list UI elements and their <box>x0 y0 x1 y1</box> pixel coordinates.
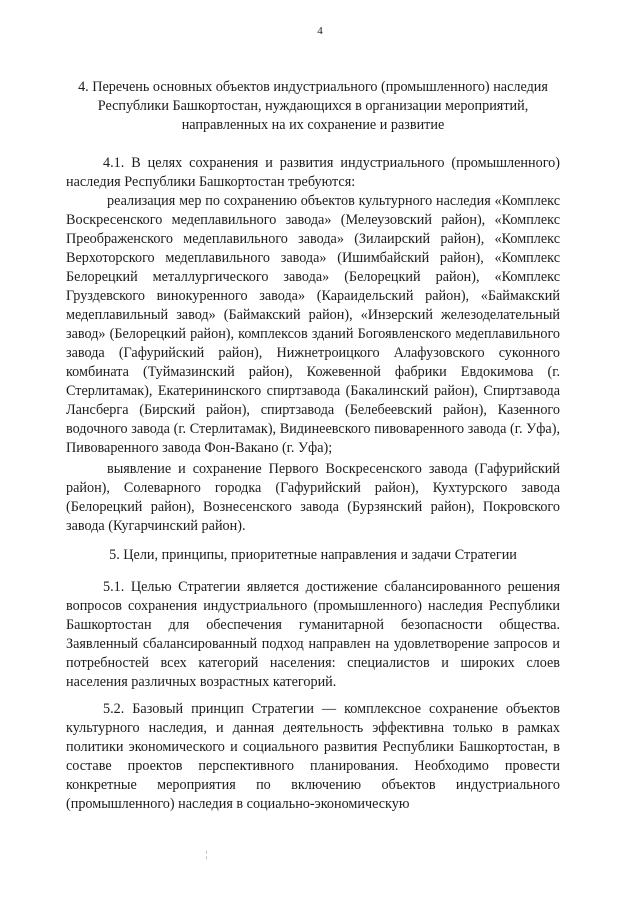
list-item-identification: выявление и сохранение Первого Воскресенского завода (Гафурийский район), Солеварного городка (Гафурийский район), Кухтурского завода (Белорецкий район), Вознесенского завода (Бурзянский район), Покровского завода (Кугарчинский район). <box>66 461 560 534</box>
paragraph-5-1: 5.1. Целью Стратегии является достижение сбалансированного решения вопросов сохранения индустриального (промышленного) наследия Республики Башкортостан для обеспечения гуманитарной безопасности общества. Заявленный сбалансированный подход направлен на удовлетворение запросов и потребностей всех категорий населения: специалистов и широких слоев населения различных возрастных категорий. <box>66 579 560 690</box>
scan-mark: ¦ <box>206 850 208 859</box>
list-item-conservation-measures: реализация мер по сохранению объектов культурного наследия «Комплекс Воскресенского медеплавильного завода» (Мелеузовский район), «Комплекс Преображенского медеплавильного завода» (Зилаирский район), «Комплекс Верхоторского медеплавильного завода» (Ишимбайский район), «Комплекс Белорецкий металлургического завода» (Белорецкий район), «Комплекс Груздевского винокуренного завода» (Караидельский район), «Баймакский медеплавильный завод» (Баймакский район), «Инзерский железоделательный завод» (Белорецкий район), комплексов зданий Богоявленского медеплавильного завода (Гафурийский район), Нижнетроицкого Алафузовского суконного комбината (Туймазинский район), Кожевенной фабрики Евдокимова (г. Стерлитамак), Екатерининского спиртзавода (Бакалинский район), Спиртзавода Лансберга (Бирский район), спиртзавода (Белебеевский район), Казенного водочного завода (г. Стерлитамак), Видинеевского пивоваренного завода (г. Уфа), Пивоваренного завода Фон-Вакано (г. Уфа); <box>66 193 560 456</box>
section-5-heading: 5. Цели, принципы, приоритетные направления и задачи Стратегии <box>109 547 517 563</box>
paragraph-4-1: 4.1. В целях сохранения и развития индустриального (промышленного) наследия Республики Башкортостан требуются: <box>66 155 560 190</box>
section-4-heading: 4. Перечень основных объектов индустриального (промышленного) наследия Республики Башкортостан, нуждающихся в организации мероприятий, направленных на их сохранение и развитие <box>78 79 548 133</box>
page-number: 4 <box>317 25 323 37</box>
paragraph-5-2: 5.2. Базовый принцип Стратегии — комплексное сохранение объектов культурного наследия, и данная деятельность эффективна только в рамках политики экономического и социального развития Республики Башкортостан, в составе проектов перспективного планирования. Необходимо провести конкретные мероприятия по включению объектов индустриального (промышленного) наследия в социально-экономическую <box>66 701 560 812</box>
